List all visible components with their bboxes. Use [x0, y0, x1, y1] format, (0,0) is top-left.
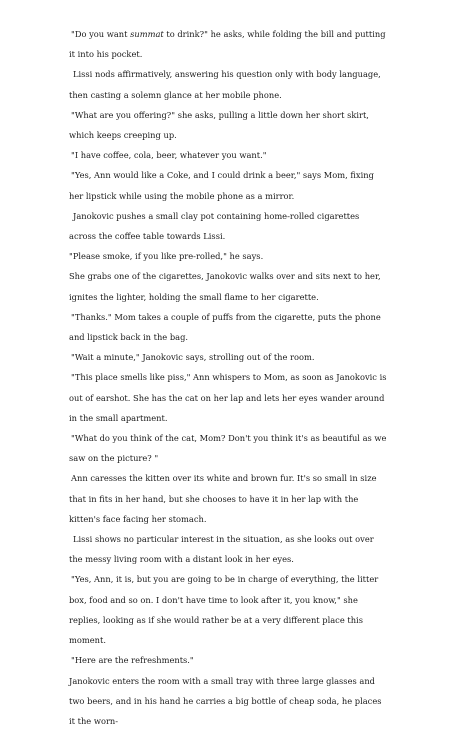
paragraph: "I have coffee, cola, beer, whatever you want."	[69, 145, 387, 165]
paragraph: "This place smells like piss," Ann whispers to Mom, as soon as Janokovic is out of earshot. She has the cat on her lap and lets her eyes wander around in the small apartment.	[69, 367, 387, 428]
paragraph: Janokovic enters the room with a small tray with three large glasses and two beers, and in his hand he carries a big bottle of cheap soda, he places it the worn-	[69, 671, 387, 731]
paragraph-text: to drink?" he asks, while folding the bill and putting it into his pocket.	[69, 29, 386, 59]
emphasized-word: summat	[130, 29, 164, 39]
paragraph: "What do you think of the cat, Mom? Don't you think it's as beautiful as we saw on the picture? "	[69, 428, 387, 468]
paragraph: She grabs one of the cigarettes, Janokovic walks over and sits next to her, ignites the lighter, holding the small flame to her cigarette.	[69, 266, 387, 306]
paragraph: "Wait a minute," Janokovic says, strolling out of the room.	[69, 347, 387, 367]
paragraph: Lissi shows no particular interest in the situation, as she looks out over the messy living room with a distant look in her eyes.	[69, 529, 387, 569]
paragraph: "Thanks." Mom takes a couple of puffs from the cigarette, puts the phone and lipstick back in the bag.	[69, 307, 387, 347]
paragraph: Lissi nods affirmatively, answering his question only with body language, then casting a solemn glance at her mobile phone.	[69, 64, 387, 104]
paragraph: Ann caresses the kitten over its white and brown fur. It's so small in size that in fits in her hand, but she chooses to have it in her lap with the kitten's face facing her stomach.	[69, 468, 387, 529]
paragraph: "Please smoke, if you like pre-rolled," he says.	[69, 246, 387, 266]
paragraph: Janokovic pushes a small clay pot containing home-rolled cigarettes across the coffee table towards Lissi.	[69, 206, 387, 246]
story-text	[69, 24, 387, 731]
paragraph-text: "Do you want	[71, 29, 130, 39]
paragraph: "Here are the refreshments."	[69, 650, 387, 670]
paragraph: "Yes, Ann, it is, but you are going to be in charge of everything, the litter box, food and so on. I don't have time to look after it, you know," she replies, looking as if she would rather be at a very different place this moment.	[69, 569, 387, 650]
paragraph	[69, 24, 387, 64]
paragraph: "Yes, Ann would like a Coke, and I could drink a beer," says Mom, fixing her lipstick while using the mobile phone as a mirror.	[69, 165, 387, 205]
paragraph: "What are you offering?" she asks, pulling a little down her short skirt, which keeps creeping up.	[69, 105, 387, 145]
